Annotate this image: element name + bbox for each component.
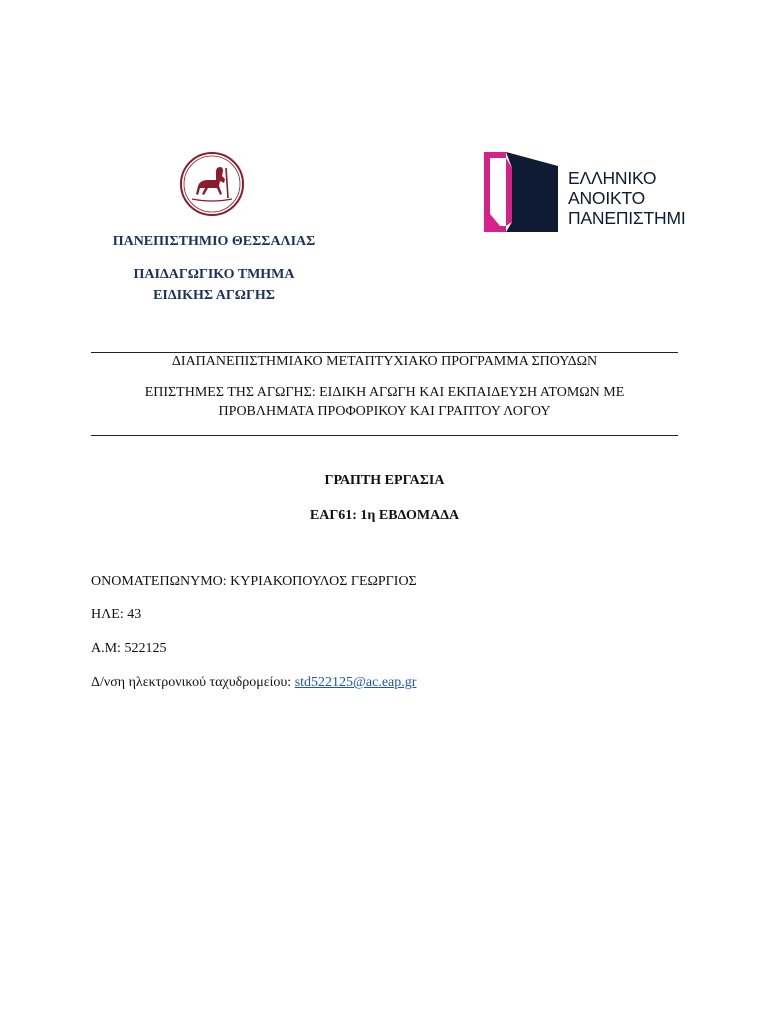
program-subtitle-line-1: ΕΠΙΣΤΗΜΕΣ ΤΗΣ ΑΓΩΓΗΣ: ΕΙΔΙΚΗ ΑΓΩΓΗ ΚΑΙ ΕΚΠΑΙΔΕΥΣΗ ΑΤΟΜΩΝ ΜΕ <box>144 385 625 400</box>
assignment-subtitle: ΕΑΓ61: 1η ΕΒΔΟΜΑΔΑ <box>309 508 460 523</box>
bottom-divider <box>91 435 678 436</box>
top-divider <box>91 352 678 353</box>
email-label: Δ/νση ηλεκτρονικού ταχυδρομείου: <box>91 675 295 690</box>
hellenic-open-university-logo <box>482 150 686 236</box>
department-line-1: ΠΑΙΔΑΓΩΓΙΚΟ ΤΜΗΜΑ <box>133 267 295 282</box>
program-title: ΔΙΑΠΑΝΕΠΙΣΤΗΜΙΑΚΟ ΜΕΤΑΠΤΥΧΙΑΚΟ ΠΡΟΓΡΑΜΜΑ ΣΠΟΥΔΩΝ <box>171 354 598 369</box>
assignment-title: ΓΡΑΠΤΗ ΕΡΓΑΣΙΑ <box>324 473 445 488</box>
eap-logo-line-1: ΕΛΛΗΝΙΚΟ <box>568 168 657 188</box>
program-subtitle-line-2: ΠΡΟΒΛΗΜΑΤΑ ΠΡΟΦΟΡΙΚΟΥ ΚΑΙ ΓΡΑΠΤΟΥ ΛΟΓΟΥ <box>218 404 551 419</box>
university-of-thessaly-logo <box>178 150 246 218</box>
student-ile: ΗΛΕ: 43 <box>91 607 142 622</box>
student-email-row <box>91 675 416 691</box>
student-name: ΟΝΟΜΑΤΕΠΩΝΥΜΟ: ΚΥΡΙΑΚΟΠΟΥΛΟΣ ΓΕΩΡΓΙΟΣ <box>91 574 417 589</box>
university-name: ΠΑΝΕΠΙΣΤΗΜΙΟ ΘΕΣΣΑΛΙΑΣ <box>112 234 316 249</box>
student-am: Α.Μ: 522125 <box>91 641 167 656</box>
eap-logo-line-3: ΠΑΝΕΠΙΣΤΗΜΙ <box>568 208 686 228</box>
email-link[interactable]: std522125@ac.eap.gr <box>294 675 417 690</box>
eap-logo-line-2: ΑΝΟΙΚΤΟ <box>568 188 646 208</box>
department-line-2: ΕΙΔΙΚΗΣ ΑΓΩΓΗΣ <box>153 288 275 303</box>
